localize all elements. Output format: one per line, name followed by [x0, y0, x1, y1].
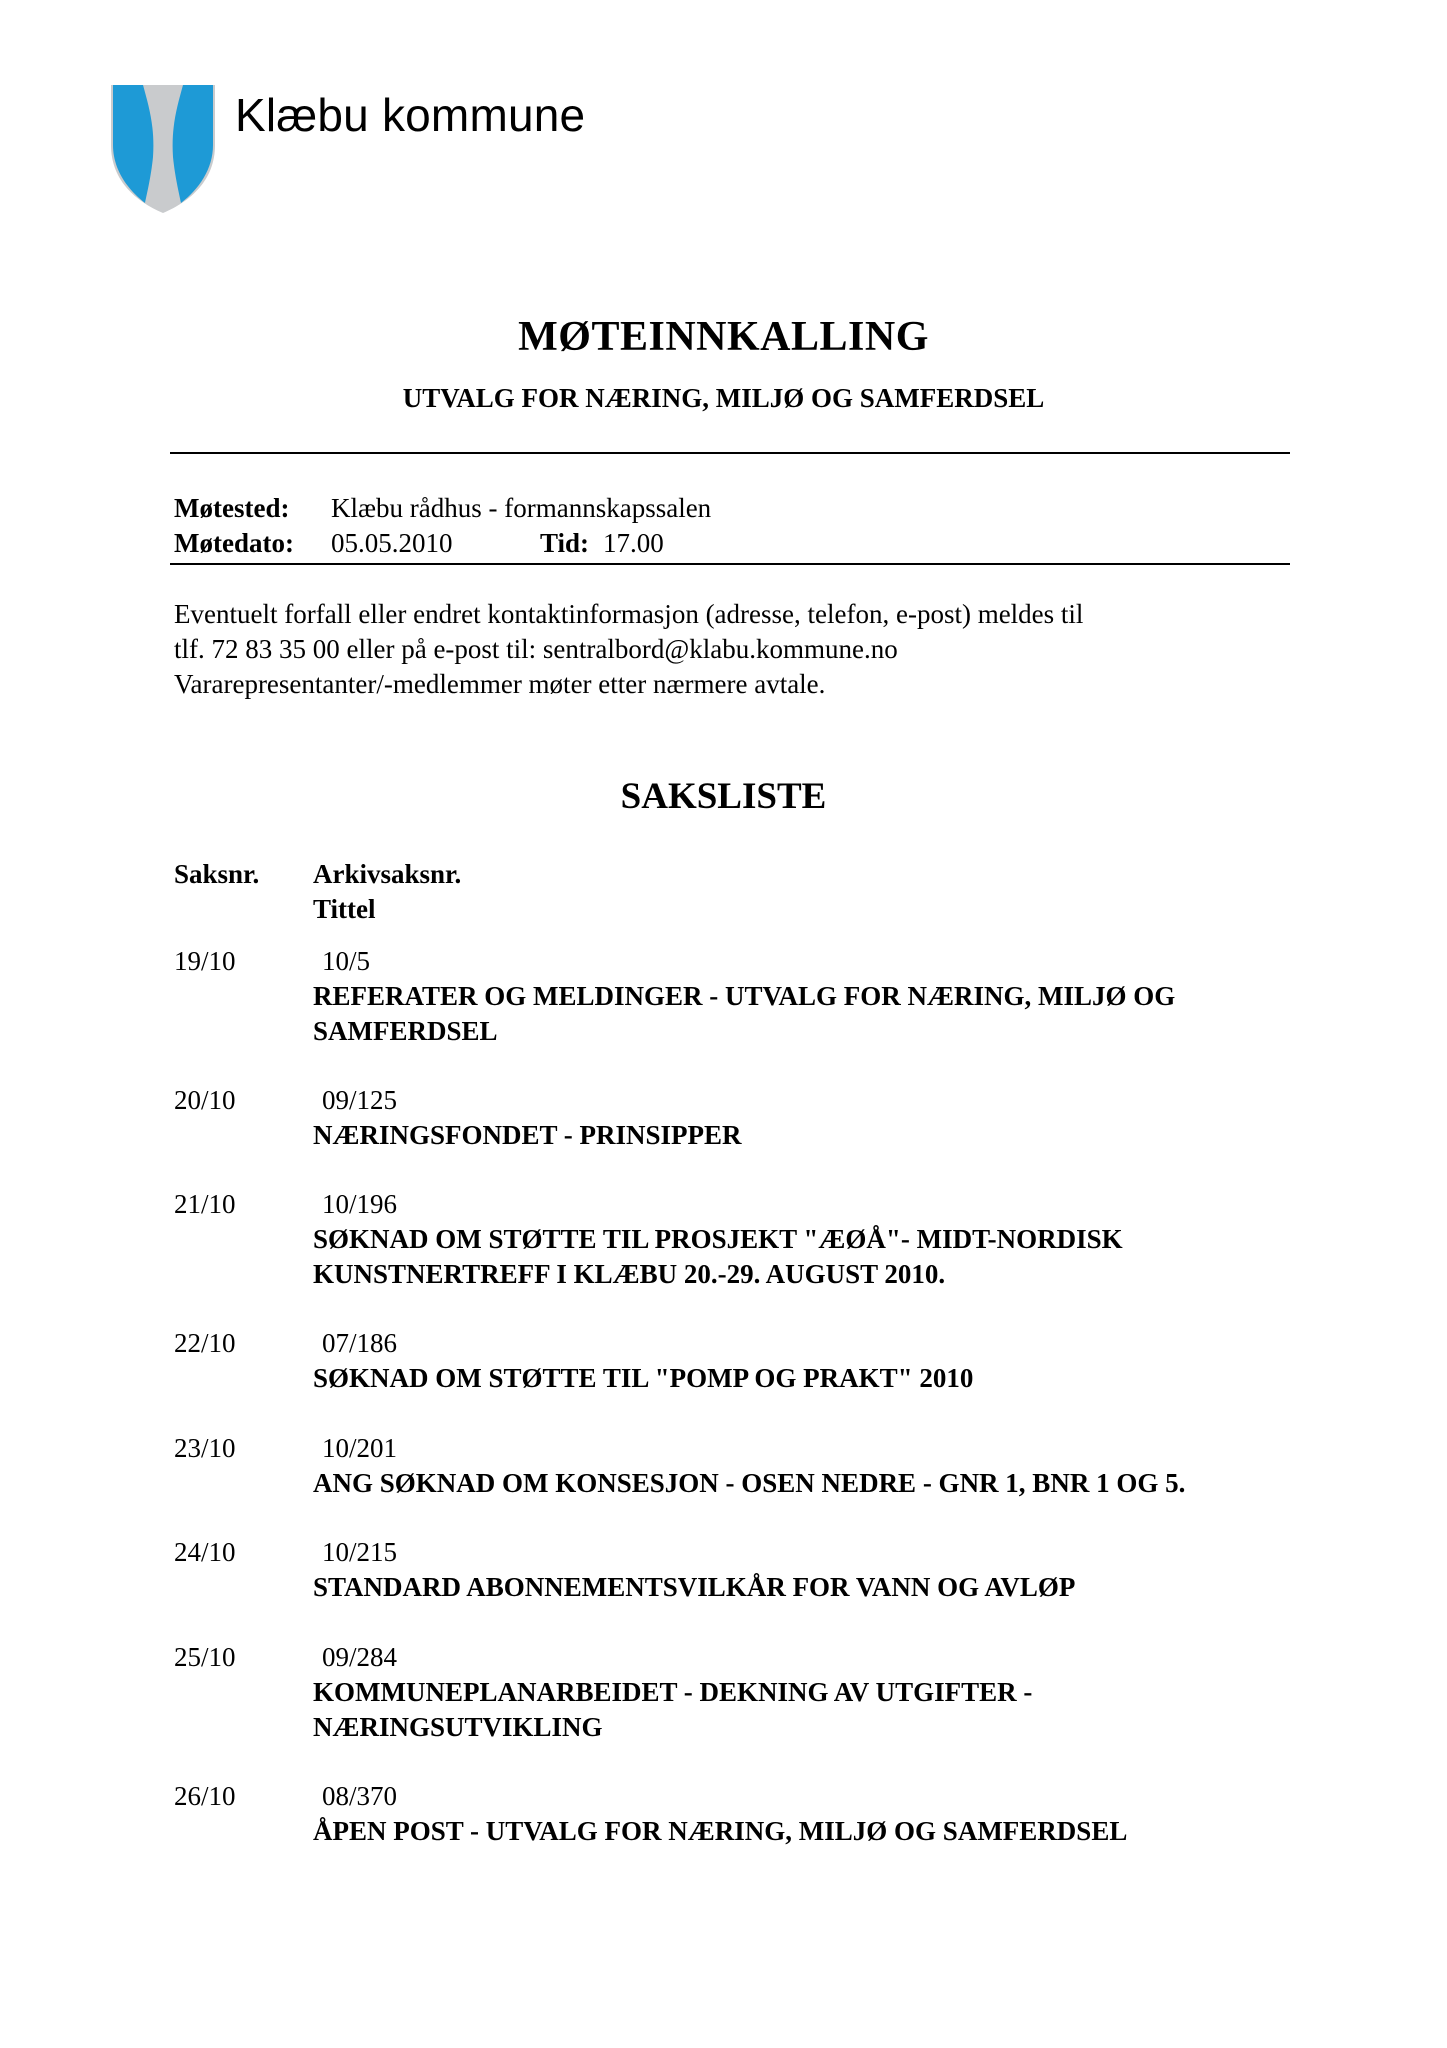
meeting-time-label: Tid: [540, 528, 590, 558]
agenda-heading: SAKSLISTE [620, 776, 827, 817]
col-saksnr-header: Saksnr. [174, 859, 260, 889]
title-line: NÆRINGSFONDET - PRINSIPPER [313, 1120, 742, 1150]
agenda-item-title [313, 1361, 1443, 1396]
arkivsaksnr: 09/125 [322, 1085, 398, 1115]
agenda-item-title [313, 1814, 1443, 1849]
saksnr: 22/10 [174, 1328, 236, 1358]
saksnr: 20/10 [174, 1085, 236, 1115]
coat-of-arms-logo [111, 85, 215, 213]
title-line: SAMFERDSEL [313, 1016, 498, 1046]
saksnr: 25/10 [174, 1642, 236, 1672]
saksnr: 19/10 [174, 946, 236, 976]
notice-line: tlf. 72 83 35 00 eller på e-post til: sentralbord@klabu.kommune.no [174, 634, 898, 664]
meeting-date-value: 05.05.2010 [331, 528, 453, 558]
notice-text [174, 597, 1274, 702]
notice-line: Vararepresentanter/-medlemmer møter etter nærmere avtale. [174, 669, 826, 699]
meeting-time-value: 17.00 [603, 528, 664, 558]
agenda-item-title [313, 1222, 1443, 1292]
meeting-date-label: Møtedato: [174, 528, 294, 558]
divider-bottom [170, 563, 1290, 565]
saksnr: 21/10 [174, 1189, 236, 1219]
arkivsaksnr: 08/370 [322, 1781, 398, 1811]
title-line: STANDARD ABONNEMENTSVILKÅR FOR VANN OG AVLØP [313, 1572, 1076, 1602]
document-title: MØTEINNKALLING [518, 314, 929, 360]
title-line: SØKNAD OM STØTTE TIL "POMP OG PRAKT" 2010 [313, 1363, 974, 1393]
arkivsaksnr: 09/284 [322, 1642, 398, 1672]
col-tittel-header: Tittel [313, 894, 376, 924]
arkivsaksnr: 10/196 [322, 1189, 398, 1219]
title-line: KUNSTNERTREFF I KLÆBU 20.-29. AUGUST 2010. [313, 1259, 946, 1289]
arkivsaksnr: 10/201 [322, 1433, 398, 1463]
title-line: KOMMUNEPLANARBEIDET - DEKNING AV UTGIFTER - [313, 1677, 1033, 1707]
meeting-place-value: Klæbu rådhus - formannskapssalen [331, 493, 712, 523]
title-line: NÆRINGSUTVIKLING [313, 1712, 603, 1742]
arkivsaksnr: 10/215 [322, 1537, 398, 1567]
committee-subtitle: UTVALG FOR NÆRING, MILJØ OG SAMFERDSEL [402, 383, 1045, 413]
meeting-place-label: Møtested: [174, 493, 290, 523]
agenda-item-title [313, 979, 1443, 1049]
saksnr: 26/10 [174, 1781, 236, 1811]
agenda-item-title [313, 1118, 1443, 1153]
notice-line: Eventuelt forfall eller endret kontaktinformasjon (adresse, telefon, e-post) meldes til [174, 599, 1084, 629]
title-line: ÅPEN POST - UTVALG FOR NÆRING, MILJØ OG SAMFERDSEL [313, 1816, 1128, 1846]
saksnr: 23/10 [174, 1433, 236, 1463]
title-line: SØKNAD OM STØTTE TIL PROSJEKT "ÆØÅ"- MIDT-NORDISK [313, 1224, 1123, 1254]
agenda-item-title [313, 1675, 1443, 1745]
divider-top [170, 452, 1290, 454]
title-line: REFERATER OG MELDINGER - UTVALG FOR NÆRING, MILJØ OG [313, 981, 1176, 1011]
title-line: ANG SØKNAD OM KONSESJON - OSEN NEDRE - GNR 1, BNR 1 OG 5. [313, 1468, 1186, 1498]
agenda-item-title [313, 1570, 1443, 1605]
col-arkiv-header: Arkivsaksnr. [313, 859, 462, 889]
agenda-item-title [313, 1466, 1443, 1501]
arkivsaksnr: 10/5 [322, 946, 371, 976]
municipality-name: Klæbu kommune [235, 89, 586, 141]
arkivsaksnr: 07/186 [322, 1328, 398, 1358]
saksnr: 24/10 [174, 1537, 236, 1567]
